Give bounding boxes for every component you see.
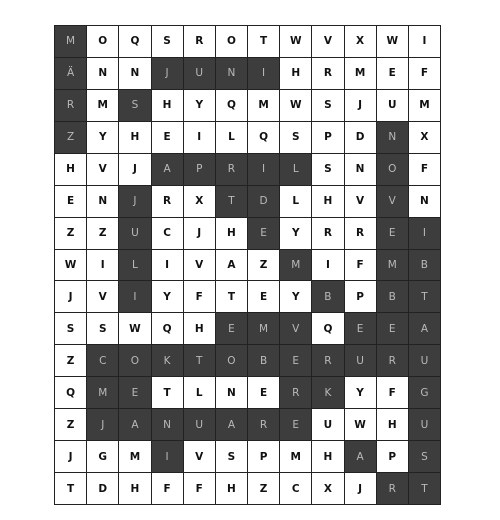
grid-cell[interactable]: T [216, 281, 248, 313]
grid-cell[interactable]: J [184, 218, 216, 250]
grid-cell[interactable]: C [280, 473, 312, 505]
grid-cell[interactable]: B [377, 281, 409, 313]
grid-cell[interactable]: R [312, 58, 344, 90]
grid-cell[interactable]: F [345, 250, 377, 282]
grid-cell[interactable]: E [377, 218, 409, 250]
grid-cell[interactable]: U [409, 345, 441, 377]
grid-cell[interactable]: V [184, 441, 216, 473]
grid-cell[interactable]: I [409, 218, 441, 250]
grid-cell[interactable]: L [280, 154, 312, 186]
grid-cell[interactable]: F [152, 473, 184, 505]
grid-cell[interactable]: N [87, 186, 119, 218]
grid-cell[interactable]: I [248, 154, 280, 186]
grid-cell[interactable]: R [248, 409, 280, 441]
grid-cell[interactable]: M [248, 313, 280, 345]
grid-cell[interactable]: H [184, 313, 216, 345]
grid-cell[interactable]: Z [55, 345, 87, 377]
grid-cell[interactable]: Y [345, 377, 377, 409]
grid-cell[interactable]: G [87, 441, 119, 473]
grid-cell[interactable]: A [119, 409, 151, 441]
grid-cell[interactable]: W [280, 26, 312, 58]
grid-cell[interactable]: J [55, 441, 87, 473]
grid-cell[interactable]: W [377, 26, 409, 58]
grid-cell[interactable]: A [216, 409, 248, 441]
grid-cell[interactable]: T [248, 26, 280, 58]
grid-cell[interactable]: B [409, 250, 441, 282]
grid-cell[interactable]: P [377, 441, 409, 473]
grid-cell[interactable]: E [377, 313, 409, 345]
grid-cell[interactable]: H [312, 441, 344, 473]
grid-cell[interactable]: D [345, 122, 377, 154]
grid-cell[interactable]: E [248, 377, 280, 409]
grid-cell[interactable]: R [312, 345, 344, 377]
grid-cell[interactable]: S [409, 441, 441, 473]
grid-cell[interactable]: R [184, 26, 216, 58]
grid-cell[interactable]: O [119, 345, 151, 377]
grid-cell[interactable]: T [409, 281, 441, 313]
grid-cell[interactable]: J [345, 90, 377, 122]
grid-cell[interactable]: R [152, 186, 184, 218]
grid-cell[interactable]: J [119, 186, 151, 218]
grid-cell[interactable]: H [377, 409, 409, 441]
grid-cell[interactable]: T [152, 377, 184, 409]
grid-cell[interactable]: A [216, 250, 248, 282]
grid-cell[interactable]: U [409, 409, 441, 441]
grid-cell[interactable]: M [87, 377, 119, 409]
grid-cell[interactable]: M [280, 441, 312, 473]
grid-cell[interactable]: I [312, 250, 344, 282]
grid-cell[interactable]: S [280, 122, 312, 154]
grid-cell[interactable]: M [119, 441, 151, 473]
grid-cell[interactable]: F [409, 154, 441, 186]
grid-cell[interactable]: V [280, 313, 312, 345]
grid-cell[interactable]: J [55, 281, 87, 313]
grid-cell[interactable]: W [345, 409, 377, 441]
grid-cell[interactable]: H [119, 122, 151, 154]
grid-cell[interactable]: M [377, 250, 409, 282]
grid-cell[interactable]: E [280, 345, 312, 377]
grid-cell[interactable]: X [409, 122, 441, 154]
grid-cell[interactable]: C [152, 218, 184, 250]
grid-cell[interactable]: P [345, 281, 377, 313]
grid-cell[interactable]: Y [280, 218, 312, 250]
grid-cell[interactable]: Q [55, 377, 87, 409]
grid-cell[interactable]: S [216, 441, 248, 473]
grid-cell[interactable]: T [184, 345, 216, 377]
grid-cell[interactable]: X [184, 186, 216, 218]
grid-cell[interactable]: N [216, 58, 248, 90]
grid-cell[interactable]: S [312, 90, 344, 122]
grid-cell[interactable]: U [184, 409, 216, 441]
grid-cell[interactable]: R [55, 90, 87, 122]
grid-cell[interactable]: G [409, 377, 441, 409]
grid-cell[interactable]: H [55, 154, 87, 186]
grid-cell[interactable]: L [216, 122, 248, 154]
grid-cell[interactable]: B [248, 345, 280, 377]
grid-cell[interactable]: O [87, 26, 119, 58]
grid-cell[interactable]: T [216, 186, 248, 218]
grid-cell[interactable]: W [280, 90, 312, 122]
grid-cell[interactable]: U [345, 345, 377, 377]
grid-cell[interactable]: Z [55, 122, 87, 154]
grid-cell[interactable]: M [280, 250, 312, 282]
grid-cell[interactable]: L [184, 377, 216, 409]
grid-cell[interactable]: A [409, 313, 441, 345]
grid-cell[interactable]: Q [119, 26, 151, 58]
grid-cell[interactable]: M [345, 58, 377, 90]
grid-cell[interactable]: R [377, 473, 409, 505]
grid-cell[interactable]: J [152, 58, 184, 90]
grid-cell[interactable]: J [119, 154, 151, 186]
grid-cell[interactable]: E [55, 186, 87, 218]
grid-cell[interactable]: S [152, 26, 184, 58]
grid-cell[interactable]: N [119, 58, 151, 90]
grid-cell[interactable]: S [312, 154, 344, 186]
grid-cell[interactable]: Q [216, 90, 248, 122]
grid-cell[interactable]: Y [152, 281, 184, 313]
grid-cell[interactable]: H [152, 90, 184, 122]
grid-cell[interactable]: C [87, 345, 119, 377]
grid-cell[interactable]: V [184, 250, 216, 282]
grid-cell[interactable]: N [377, 122, 409, 154]
grid-cell[interactable]: I [248, 58, 280, 90]
grid-cell[interactable]: U [377, 90, 409, 122]
grid-cell[interactable]: R [345, 218, 377, 250]
grid-cell[interactable]: U [184, 58, 216, 90]
grid-cell[interactable]: P [184, 154, 216, 186]
grid-cell[interactable]: W [119, 313, 151, 345]
grid-cell[interactable]: M [87, 90, 119, 122]
grid-cell[interactable]: N [152, 409, 184, 441]
grid-cell[interactable]: Z [87, 218, 119, 250]
grid-cell[interactable]: N [409, 186, 441, 218]
grid-cell[interactable]: U [119, 218, 151, 250]
grid-cell[interactable]: R [280, 377, 312, 409]
grid-cell[interactable]: F [409, 58, 441, 90]
grid-cell[interactable]: X [345, 26, 377, 58]
grid-cell[interactable]: Y [280, 281, 312, 313]
grid-cell[interactable]: F [184, 473, 216, 505]
grid-cell[interactable]: N [87, 58, 119, 90]
grid-cell[interactable]: P [312, 122, 344, 154]
grid-cell[interactable]: W [55, 250, 87, 282]
grid-cell[interactable]: E [152, 122, 184, 154]
grid-cell[interactable]: S [87, 313, 119, 345]
grid-cell[interactable]: M [55, 26, 87, 58]
grid-cell[interactable]: Y [87, 122, 119, 154]
grid-cell[interactable]: A [152, 154, 184, 186]
grid-cell[interactable]: M [248, 90, 280, 122]
grid-cell[interactable]: R [312, 218, 344, 250]
grid-cell[interactable]: B [312, 281, 344, 313]
grid-cell[interactable]: O [216, 345, 248, 377]
grid-cell[interactable]: D [248, 186, 280, 218]
grid-cell[interactable]: V [87, 281, 119, 313]
grid-cell[interactable]: I [152, 441, 184, 473]
grid-cell[interactable]: F [377, 377, 409, 409]
grid-cell[interactable]: K [152, 345, 184, 377]
grid-cell[interactable]: P [248, 441, 280, 473]
grid-cell[interactable]: V [345, 186, 377, 218]
grid-cell[interactable]: F [184, 281, 216, 313]
grid-cell[interactable]: V [312, 26, 344, 58]
grid-cell[interactable]: H [216, 473, 248, 505]
grid-cell[interactable]: Z [55, 409, 87, 441]
grid-cell[interactable]: E [248, 281, 280, 313]
grid-cell[interactable]: I [152, 250, 184, 282]
grid-cell[interactable]: E [216, 313, 248, 345]
grid-cell[interactable]: X [312, 473, 344, 505]
grid-cell[interactable]: M [409, 90, 441, 122]
grid-cell[interactable]: N [216, 377, 248, 409]
grid-cell[interactable]: L [280, 186, 312, 218]
grid-cell[interactable]: Z [248, 473, 280, 505]
grid-cell[interactable]: H [216, 218, 248, 250]
grid-cell[interactable]: I [87, 250, 119, 282]
grid-cell[interactable]: Z [55, 218, 87, 250]
grid-cell[interactable]: H [119, 473, 151, 505]
word-search-grid [54, 25, 441, 505]
grid-cell[interactable]: R [377, 345, 409, 377]
grid-cell[interactable]: Q [248, 122, 280, 154]
grid-cell[interactable]: S [55, 313, 87, 345]
grid-cell[interactable]: N [345, 154, 377, 186]
grid-cell[interactable]: A [345, 441, 377, 473]
grid-cell[interactable]: E [377, 58, 409, 90]
grid-cell[interactable]: Z [248, 250, 280, 282]
grid-cell[interactable]: Ä [55, 58, 87, 90]
grid-cell[interactable]: Q [152, 313, 184, 345]
grid-cell[interactable]: O [216, 26, 248, 58]
grid-cell[interactable]: I [409, 26, 441, 58]
grid-cell[interactable]: H [280, 58, 312, 90]
grid-cell[interactable]: J [345, 473, 377, 505]
grid-cell[interactable]: O [377, 154, 409, 186]
grid-cell[interactable]: V [377, 186, 409, 218]
grid-cell[interactable]: V [87, 154, 119, 186]
grid-cell[interactable]: U [312, 409, 344, 441]
grid-cell[interactable]: S [119, 90, 151, 122]
grid-cell[interactable]: K [312, 377, 344, 409]
grid-cell[interactable]: T [55, 473, 87, 505]
grid-cell[interactable]: R [216, 154, 248, 186]
grid-cell[interactable]: I [119, 281, 151, 313]
grid-cell[interactable]: H [312, 186, 344, 218]
grid-cell[interactable]: T [409, 473, 441, 505]
grid-cell[interactable]: L [119, 250, 151, 282]
grid-cell[interactable]: J [87, 409, 119, 441]
grid-cell[interactable]: D [87, 473, 119, 505]
grid-cell[interactable]: Q [312, 313, 344, 345]
grid-cell[interactable]: Y [184, 90, 216, 122]
grid-cell[interactable]: E [345, 313, 377, 345]
grid-cell[interactable]: E [280, 409, 312, 441]
grid-cell[interactable]: E [119, 377, 151, 409]
grid-cell[interactable]: E [248, 218, 280, 250]
grid-cell[interactable]: I [184, 122, 216, 154]
